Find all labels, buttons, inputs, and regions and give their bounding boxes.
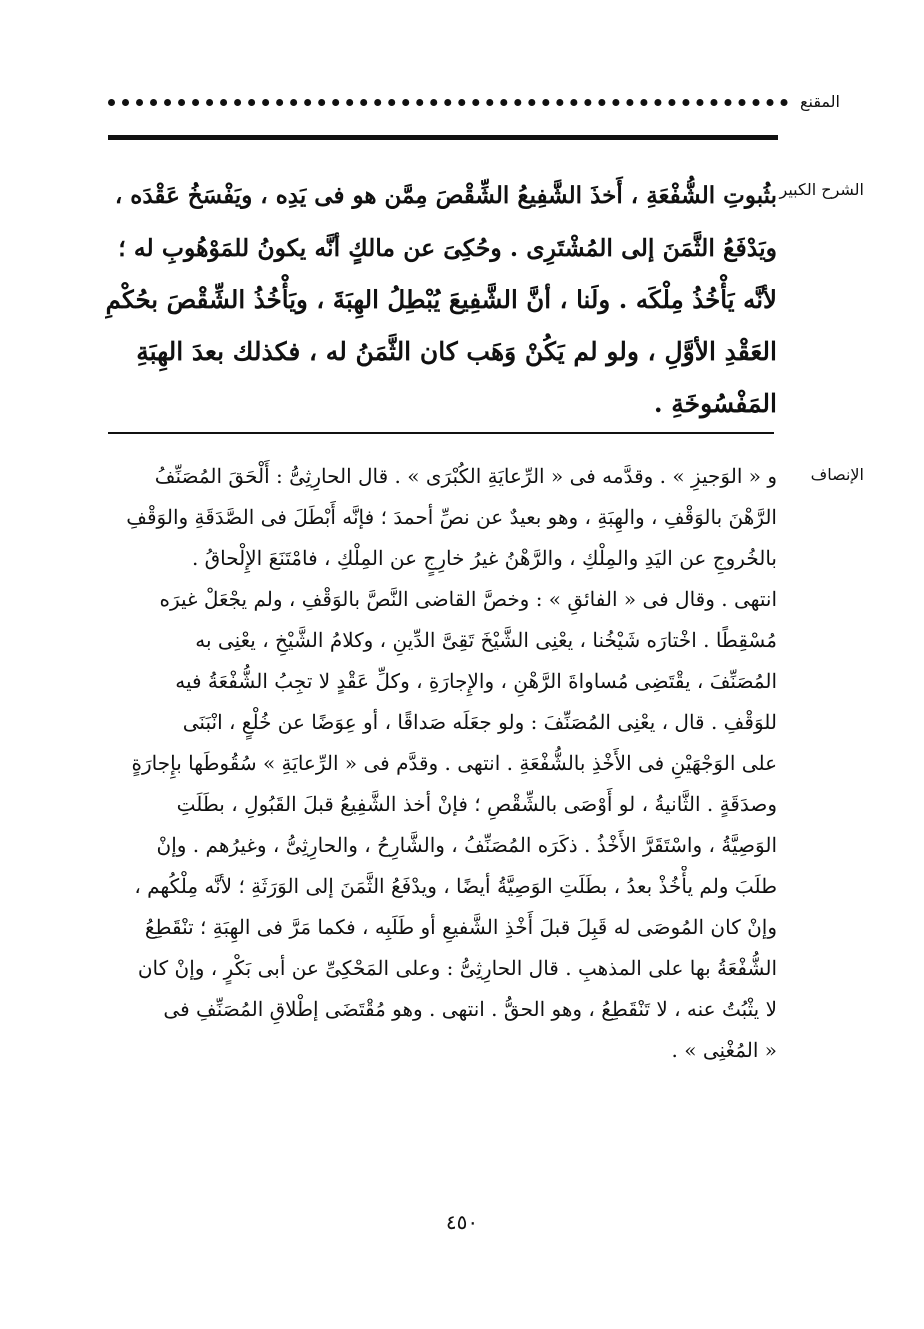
sharh-line: لأنَّه يَأْخُذُ مِلْكَه . ولَنا ، أنَّ الشَّفِيعَ يُبْطِلُ الهِبَةَ ، ويَأْخُذُ الشِّقْصَ بحُكْمِ	[105, 285, 777, 314]
insaf-line: مُسْقِطًا . اخْتارَه شَيْخُنا ، يعْنِى الشَّيْخَ تَقِىَّ الدِّينِ ، وكلامُ الشَّيْخِ ، يعْنِى به	[195, 628, 777, 652]
header-rule	[108, 135, 778, 140]
insaf-section-label: الإنصاف	[810, 465, 864, 484]
sharh-text-block	[105, 170, 777, 430]
insaf-line: الرَّهْنَ بالوَقْفِ ، والهِبَةِ ، وهو بعيدٌ عن نصِّ أحمدَ ؛ فإنَّه أَبْطَلَ فى الصَّدَقَةِ والوَقْفِ	[126, 505, 777, 529]
sharh-line: العَقْدِ الأوَّلِ ، ولو لم يَكُنْ وَهَب كان الثَّمَنُ له ، فكذلك بعدَ الهِبَةِ	[136, 337, 777, 366]
dotted-separator	[108, 98, 788, 106]
insaf-line: و « الوَجيزِ » . وقدَّمه فى « الرِّعايَةِ الكُبْرَى » . قال الحارِثِىُّ : أَلْحَقَ المُصَنِّفُ	[154, 464, 777, 488]
page-number: ٤٥٠	[445, 1210, 479, 1234]
insaf-line: بالخُروجِ عن اليَدِ والمِلْكِ ، والرَّهْنُ غيرُ خارِجٍ عن المِلْكِ ، فامْتَنَعَ الإِلْحاقُ .	[191, 546, 777, 570]
insaf-line: لا يثْبُتُ عنه ، لا تَنْقَطِعُ ، وهو الحقُّ . انتهى . وهو مُقْتَضَى إطْلاقِ المُصَنِّفِ فى	[163, 997, 777, 1021]
book-title-label: المقنع	[799, 92, 840, 111]
sharh-line: بثُبوتِ الشُّفْعَةِ ، أَخذَ الشَّفِيعُ الشِّقْصَ مِمَّن هو فى يَدِه ، ويَفْسَخُ عَقْدَه ،	[114, 182, 777, 209]
insaf-line: وصدَقَةٍ . الثَّانيةُ ، لو أَوْصَى بالشِّقْصِ ؛ فإنْ أخذ الشَّفِيعُ قبلَ القَبُولِ ، بطَلَتِ	[176, 792, 777, 816]
sharh-line: ويَدْفَعُ الثَّمَنَ إلى المُشْتَرِى . وحُكِىَ عن مالكٍ أنَّه يكونُ للمَوْهُوبِ له ؛	[118, 234, 777, 262]
insaf-line: انتهى . وقال فى « الفائقِ » : وخصَّ القاضى النَّصَّ بالوَقْفِ ، ولم يجْعَلْ غيرَه	[159, 587, 777, 611]
insaf-line: وإنْ كان المُوصَى له قَبِلَ قبلَ أَخْذِ الشَّفيعِ أو طَلَبِه ، فكما مَرَّ فى الهِبَةِ ؛ تنْقَطِعُ	[144, 915, 777, 939]
insaf-line: « المُغْنِى » .	[671, 1038, 777, 1062]
insaf-line: الشُّفْعَةُ بها على المذهبِ . قال الحارِثِىُّ : وعلى المَحْكِىِّ عن أبى بَكْرٍ ، وإنْ كان	[137, 956, 777, 980]
insaf-line: المُصَنِّفَ ، يقْتَضِى مُساواةَ الرَّهْنِ ، والإِجارَةِ ، وكلِّ عَقْدٍ لا تجِبُ الشُّفْعَةُ فيه	[175, 669, 777, 693]
insaf-line: على الوَجْهَيْنِ فى الأَخْذِ بالشُّفْعَةِ . انتهى . وقدَّم فى « الرِّعايَةِ » سُقُوطَها بإِجارَةٍ	[131, 751, 777, 775]
insaf-line: طلَبَ ولم يأْخُذْ بعدُ ، بطَلَتِ الوَصِيَّةُ أيضًا ، ويدْفَعُ الثَّمَنَ إلى الوَرَثَةِ ؛ لأنَّه مِلْكُهم ،	[134, 874, 777, 898]
sharh-line: المَفْسُوخَةِ .	[653, 389, 777, 418]
insaf-line: الوَصِيَّةُ ، واسْتَقَرَّ الأَخْذُ . ذكَرَه المُصَنِّفُ ، والشَّارِحُ ، والحارِثِىُّ ، وغيرُهم . وإنْ	[156, 833, 777, 857]
sharh-section-label: الشرح الكبير	[779, 180, 864, 199]
insaf-text-block	[105, 456, 777, 1071]
insaf-line: للوَقْفِ . قال ، يعْنِى المُصَنِّفَ : ولو جعَلَه صَداقًا ، أو عِوَضًا عن خُلْعٍ ، انْبَنَى	[182, 710, 777, 734]
section-divider	[108, 432, 774, 434]
